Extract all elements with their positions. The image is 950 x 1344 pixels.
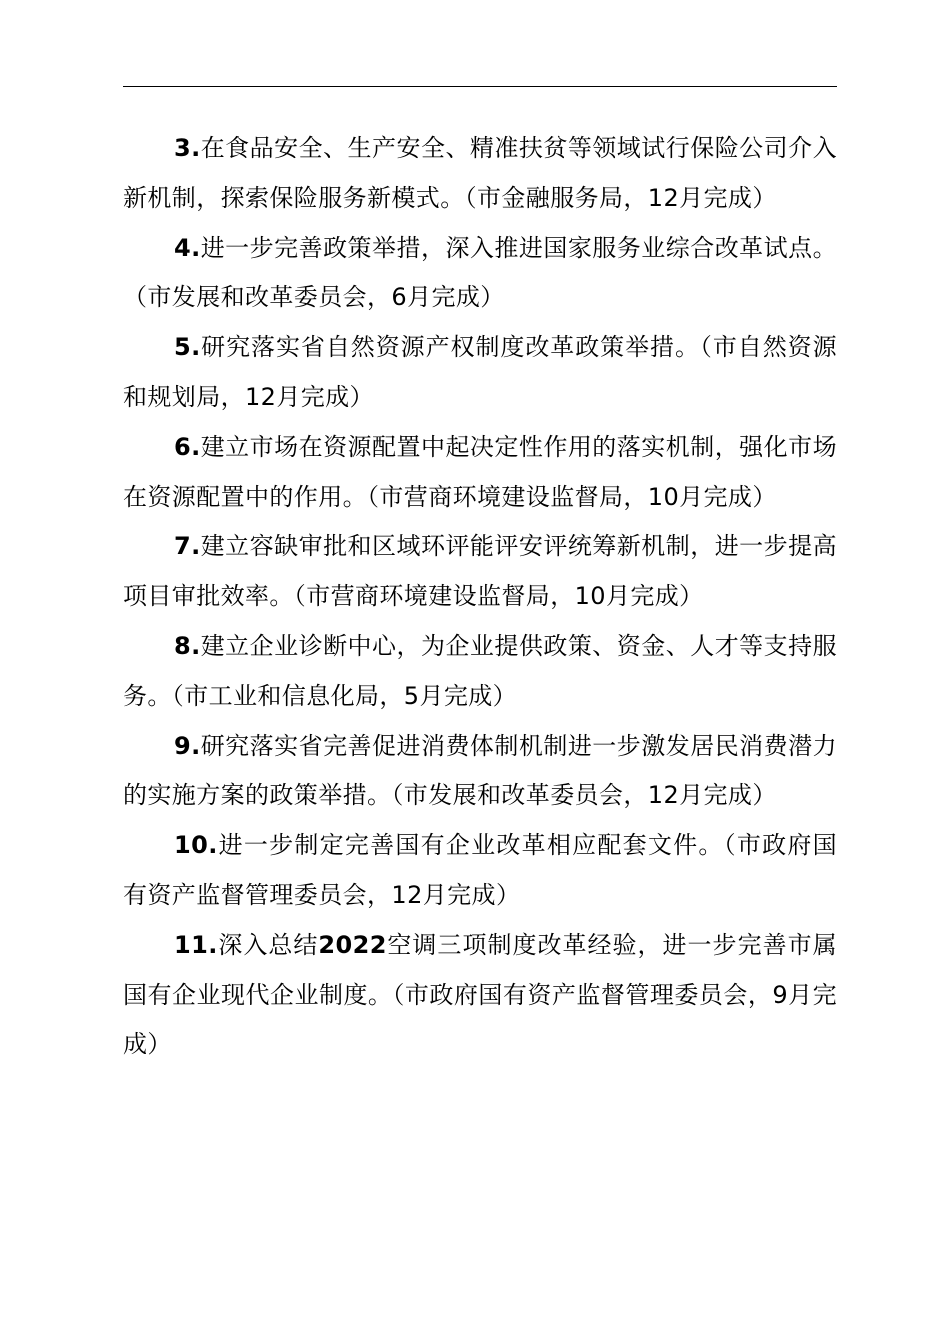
list-item (123, 124, 837, 224)
item-number: 5. (174, 333, 201, 362)
list-item (123, 522, 837, 622)
item-text: 空调三项制度改革经验，进一步完善市属国有企业现代企业制度。（市政府国有资产监督管理委员会，9月完成） (123, 930, 838, 1059)
list-item (123, 722, 837, 822)
item-number: 7. (174, 532, 201, 561)
list-item (123, 224, 837, 324)
list-item (123, 622, 837, 722)
item-number: 9. (174, 731, 201, 760)
item-number: 6. (174, 432, 201, 461)
item-text: 在食品安全、生产安全、精准扶贫等领域试行保险公司介入新机制，探索保险服务新模式。（市金融服务局，12月完成） (123, 134, 837, 212)
list-item (123, 921, 837, 1070)
item-number: 3. (174, 134, 201, 162)
item-number: 10. (174, 831, 218, 860)
item-text: 深入总结 (217, 930, 319, 959)
item-text: 建立企业诊断中心，为企业提供政策、资金、人才等支持服务。（市工业和信息化局，5月完成） (123, 631, 837, 710)
item-text: 进一步制定完善国有企业改革相应配套文件。（市政府国有资产监督管理委员会，12月完成） (123, 831, 837, 909)
item-text: 进一步完善政策举措，深入推进国家服务业综合改革试点。（市发展和改革委员会，6月完成） (123, 233, 837, 312)
item-number: 8. (174, 631, 201, 660)
header-rule (123, 86, 837, 87)
list-item (123, 821, 837, 921)
item-number: 4. (174, 233, 201, 262)
list-item (123, 323, 837, 423)
item-number: 11. (174, 930, 218, 959)
list-item (123, 423, 837, 523)
item-text: 建立容缺审批和区域环评能评安评统筹新机制，进一步提高项目审批效率。（市营商环境建设监督局，10月完成） (123, 532, 837, 611)
item-year: 2022 (318, 930, 387, 959)
item-text: 研究落实省完善促进消费体制机制进一步激发居民消费潜力的实施方案的政策举措。（市发展和改革委员会，12月完成） (123, 731, 837, 810)
item-text: 建立市场在资源配置中起决定性作用的落实机制，强化市场在资源配置中的作用。（市营商环境建设监督局，10月完成） (123, 432, 837, 511)
item-text: 研究落实省自然资源产权制度改革政策举措。（市自然资源和规划局，12月完成） (123, 333, 837, 411)
document-body (123, 124, 837, 1070)
